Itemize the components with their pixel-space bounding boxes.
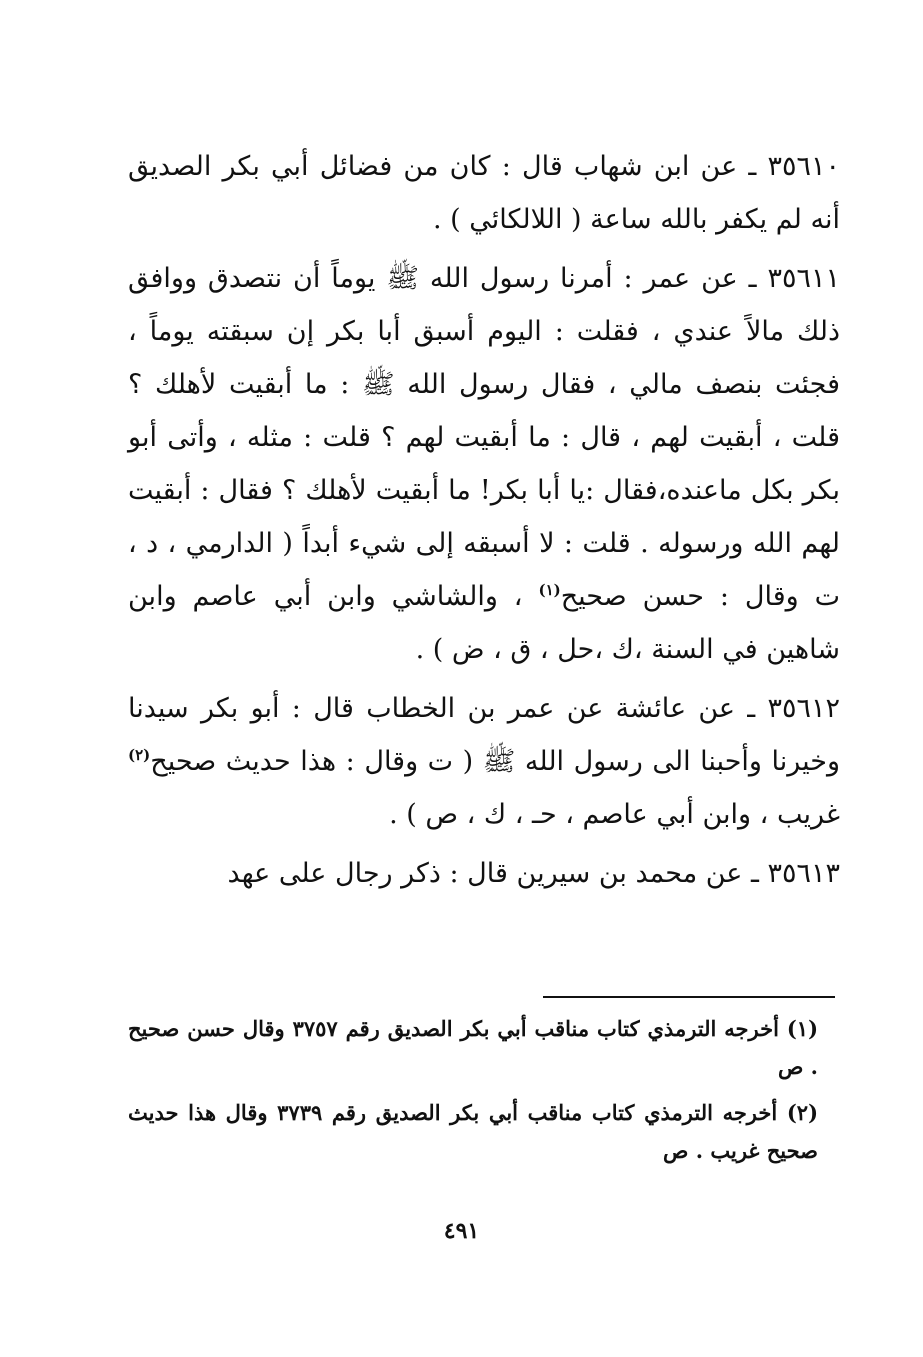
footnote-ref-2: (٢): [128, 746, 151, 764]
hadith-35613-text: ٣٥٦١٣ ـ عن محمد بن سيرين قال : ذكر رجال على عهد: [227, 858, 840, 889]
hadith-35611-text: ٣٥٦١١ ـ عن عمر : أمرنا رسول الله ﷺ يوماً أن نتصدق ووافق ذلك مالاً عندي ، فقلت : اليوم أسبق أبا بكر إن سبقته يوماً ، فجئت بنصف مالي ، فقال رسول الله ﷺ : ما أبقيت لأهلك ؟ قلت ، أبقيت لهم ، قال : ما أبقيت لهم ؟ قلت : مثله ، وأتى أبو بكر بكل ماعنده،فقال :يا أبا بكر! ما أبقيت لأهلك ؟ فقال : أبقيت لهم الله ورسوله . قلت : لا أسبقه إلى شيء أبداً ( الدارمي ، د ، ت وقال : حسن صحيح: [128, 263, 840, 612]
hadith-35613: [128, 847, 840, 900]
hadith-35611: [128, 252, 840, 676]
hadith-35612-text-after: غريب ، وابن أبي عاصم ، حـ ، ك ، ص ) .: [389, 799, 840, 830]
footnote-ref-1: (١): [538, 581, 561, 599]
hadith-35612-text: ٣٥٦١٢ ـ عن عائشة عن عمر بن الخطاب قال : أبو بكر سيدنا وخيرنا وأحبنا الى رسول الله ﷺ ( ت وقال : هذا حديث صحيح: [128, 693, 840, 777]
hadith-35610-text: ٣٥٦١٠ ـ عن ابن شهاب قال : كان من فضائل أبي بكر الصديق أنه لم يكفر بالله ساعة ( اللالكائي ) .: [128, 151, 840, 235]
main-text: [128, 140, 840, 906]
footnote-1: (١) أخرجه الترمذي كتاب مناقب أبي بكر الصديق رقم ٣٧٥٧ وقال حسن صحيح . ص: [128, 1016, 818, 1079]
footnote-divider: [543, 996, 835, 998]
footnote-2: (٢) أخرجه الترمذي كتاب مناقب أبي بكر الصديق رقم ٣٧٣٩ وقال هذا حديث صحيح غريب . ص: [128, 1100, 818, 1163]
page-number: ٤٩١: [443, 1218, 480, 1244]
hadith-35610: [128, 140, 840, 246]
hadith-35611-text-after: ، والشاشي وابن أبي عاصم وابن شاهين في السنة ،ك ،حل ، ق ، ض ) .: [128, 581, 840, 665]
hadith-35612: [128, 682, 840, 841]
footnotes: [128, 1010, 818, 1178]
